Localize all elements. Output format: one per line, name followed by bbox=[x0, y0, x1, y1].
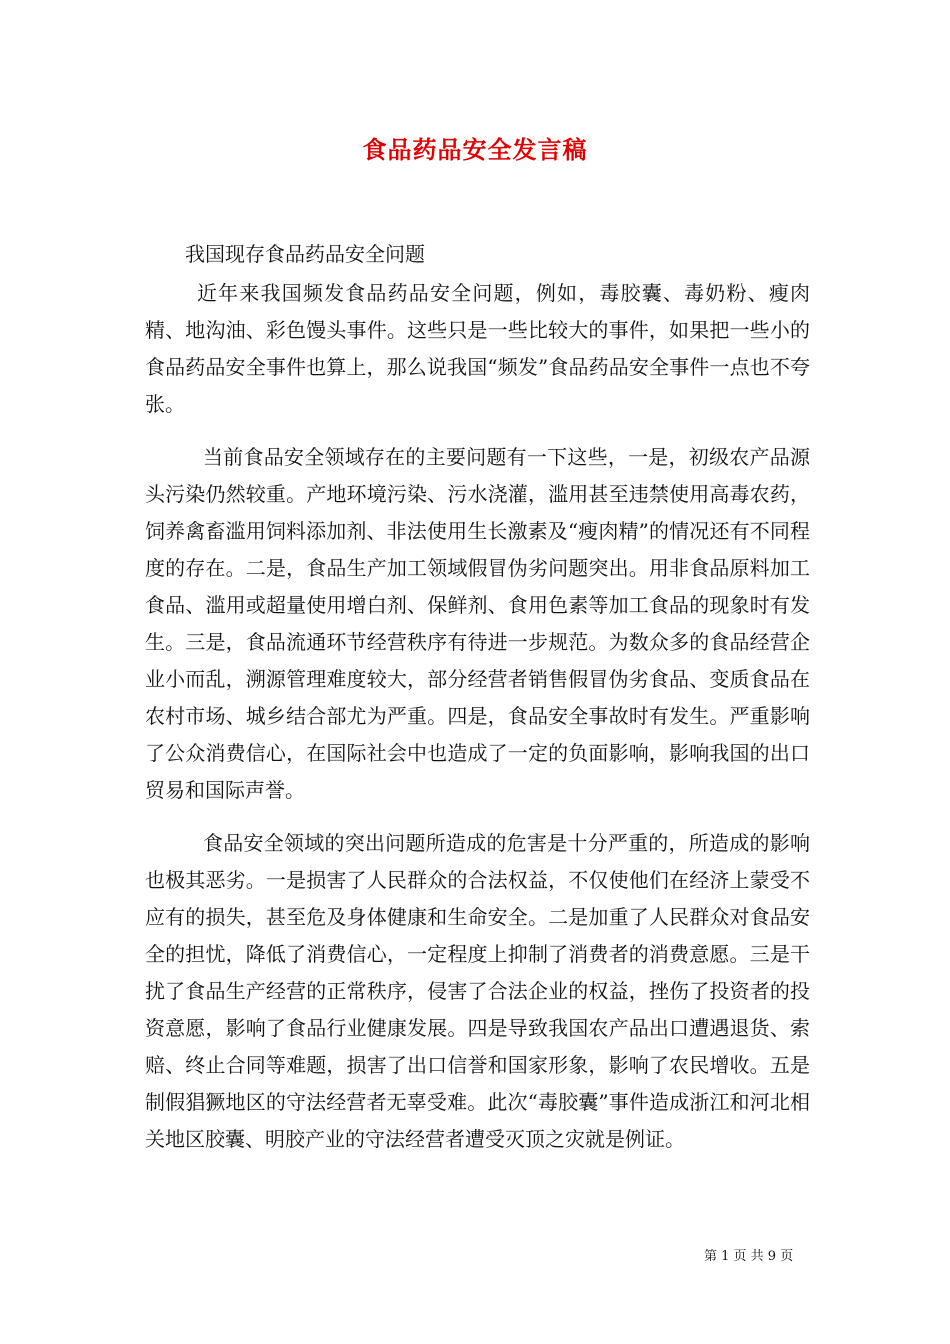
document-body bbox=[145, 236, 810, 1158]
section-heading: 我国现存食品药品安全问题 bbox=[185, 242, 425, 266]
paragraph-3: 食品安全领域的突出问题所造成的危害是十分严重的，所造成的影响也极其恶劣。一是损害了人民群众的合法权益，不仅使他们在经济上蒙受不应有的损失，甚至危及身体健康和生命安全。二是加重了人民群众对食品安全的担忧，降低了消费信心，一定程度上抑制了消费者的消费意愿。三是干扰了食品生产经营的正常秩序，侵害了合法企业的权益，挫伤了投资者的投资意愿，影响了食品行业健康发展。四是导致我国农产品出口遭遇退货、索赔、终止合同等难题，损害了出口信誉和国家形象，影响了农民增收。五是制假猖獗地区的守法经营者无辜受难。此次“毒胶囊”事件造成浙江和河北相关地区胶囊、明胶产业的守法经营者遭受灭顶之灾就是例证。 bbox=[145, 831, 810, 1151]
paragraph-2: 当前食品安全领域存在的主要问题有一下这些，一是，初级农产品源头污染仍然较重。产地环境污染、污水浇灌，滥用甚至违禁使用高毒农药，饲养禽畜滥用饲料添加剂、非法使用生长激素及“瘦肉精”的情况还有不同程度的存在。二是，食品生产加工领域假冒伪劣问题突出。用非食品原料加工食品、滥用或超量使用增白剂、保鲜剂、食用色素等加工食品的现象时有发生。三是，食品流通环节经营秩序有待进一步规范。为数众多的食品经营企业小而乱，溯源管理难度较大，部分经营者销售假冒伪劣食品、变质食品在农村市场、城乡结合部尤为严重。四是，食品安全事故时有发生。严重影响了公众消费信心，在国际社会中也造成了一定的负面影响，影响我国的出口贸易和国际声誉。 bbox=[145, 445, 810, 802]
document-title: 食品药品安全发言稿 bbox=[362, 135, 588, 164]
page-number: 第 1 页 共 9 页 bbox=[704, 1249, 794, 1264]
paragraph-1: 近年来我国频发食品药品安全问题，例如，毒胶囊、毒奶粉、瘦肉精、地沟油、彩色馒头事件。这些只是一些比较大的事件，如果把一些小的食品药品安全事件也算上，那么说我国“频发”食品药品安全事件一点也不夸张。 bbox=[145, 281, 810, 416]
